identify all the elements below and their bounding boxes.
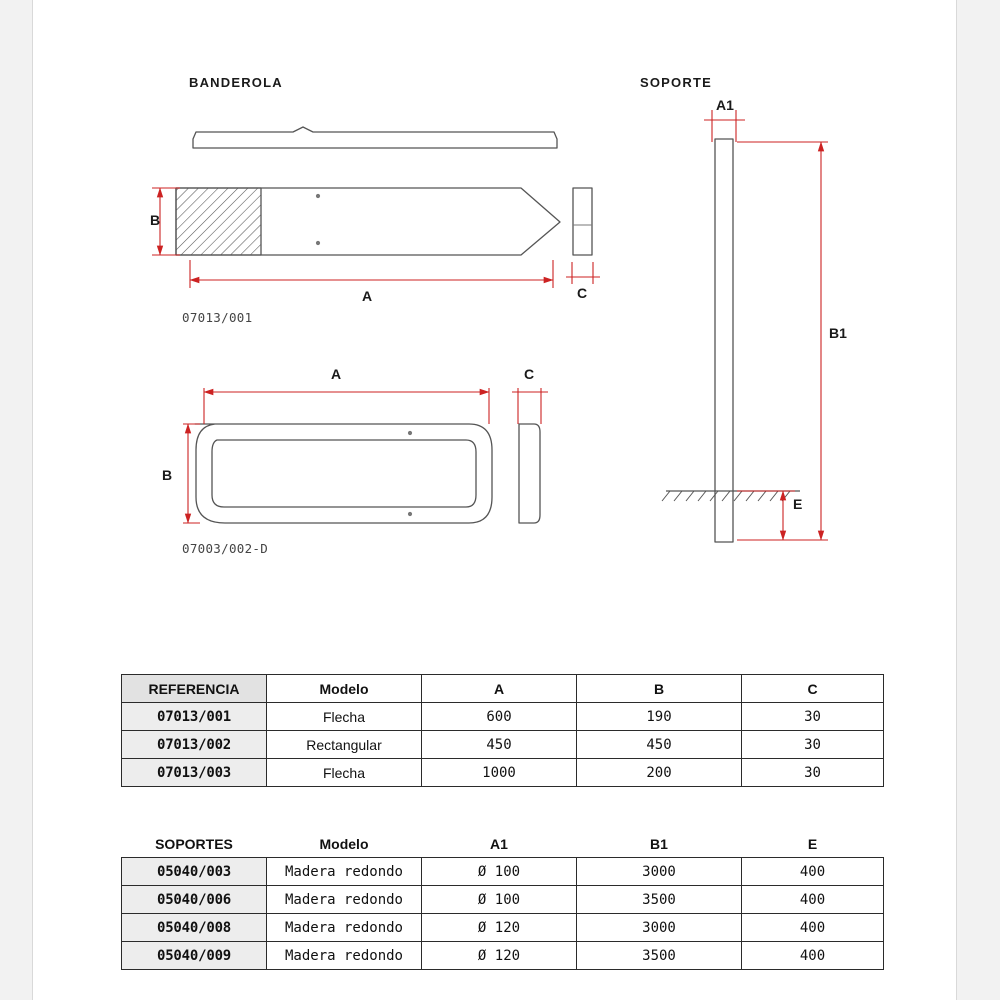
col-header-a: A [422,675,577,703]
flecha-hole-bottom [316,241,320,245]
cell-a1: Ø 100 [422,858,577,886]
dimension-label-c: C [577,285,588,301]
cell-referencia: 07013/003 [122,759,267,787]
table-row [122,942,884,970]
dimension-label-e: E [793,496,803,512]
part-reference-flecha: 07013/001 [182,310,253,325]
cell-b1: 3000 [577,914,742,942]
cell-b: 200 [577,759,742,787]
soporte-post [715,139,733,542]
cell-b: 450 [577,731,742,759]
cell-referencia: 05040/003 [122,858,267,886]
cell-b1: 3500 [577,886,742,914]
cell-referencia: 07013/002 [122,731,267,759]
dimension-label-a2: A [331,366,342,382]
cell-modelo: Rectangular [267,731,422,759]
dimension-label-b1: B1 [829,325,847,341]
cell-a1: Ø 100 [422,886,577,914]
cell-c: 30 [742,759,884,787]
col-header-modelo: Modelo [319,835,369,852]
drawing-title-soporte: SOPORTE [640,75,712,90]
rectangular-face-outer [195,424,492,523]
cell-e: 400 [742,858,884,886]
col-header-modelo: Modelo [267,675,422,703]
drawing-title-banderola: BANDEROLA [189,75,283,90]
cell-modelo: Madera redondo [267,858,422,886]
table-row [122,703,884,731]
cell-b: 190 [577,703,742,731]
dimension-label-a1: A1 [716,97,734,113]
rectangular-side-view [519,424,540,523]
cell-e: 400 [742,914,884,942]
table-row [122,886,884,914]
cell-modelo: Flecha [267,703,422,731]
cell-referencia: 05040/006 [122,886,267,914]
cell-a: 450 [422,731,577,759]
cell-b1: 3000 [577,858,742,886]
cell-e: 400 [742,942,884,970]
cell-b1: 3500 [577,942,742,970]
cell-referencia: 07013/001 [122,703,267,731]
table-header-row [122,830,884,858]
flecha-side-view [573,188,592,255]
cell-a1: Ø 120 [422,914,577,942]
table-header-row [122,675,884,703]
soportes-table [121,830,884,970]
col-header-e: E [807,835,818,852]
cell-modelo: Madera redondo [267,886,422,914]
dimension-label-b: B [150,212,161,228]
cell-a1: Ø 120 [422,942,577,970]
flecha-top-view [193,127,557,148]
dimension-label-b2: B [162,467,173,483]
col-header-b: B [577,675,742,703]
cell-referencia: 05040/009 [122,942,267,970]
flecha-hole-top [316,194,320,198]
table-row [122,914,884,942]
col-header-b1: B1 [650,835,668,852]
table-row [122,858,884,886]
dimension-label-a: A [362,288,373,304]
table-row [122,731,884,759]
flecha-hatched-end [176,188,261,255]
col-header-soportes: SOPORTES [155,835,233,852]
cell-a: 1000 [422,759,577,787]
banderolas-table [121,674,884,787]
part-reference-rectangular: 07003/002-D [182,541,269,556]
cell-referencia: 05040/008 [122,914,267,942]
cell-modelo: Madera redondo [267,914,422,942]
cell-modelo: Flecha [267,759,422,787]
rectangular-hole-bottom [408,512,412,516]
cell-e: 400 [742,886,884,914]
col-header-a1: A1 [490,835,508,852]
cell-modelo: Madera redondo [267,942,422,970]
col-header-referencia: REFERENCIA [122,675,267,703]
rectangular-hole-top [408,431,412,435]
rectangular-face-inner [212,440,476,507]
cell-c: 30 [742,703,884,731]
cell-a: 600 [422,703,577,731]
col-header-c: C [742,675,884,703]
dimension-label-c2: C [524,366,535,382]
cell-c: 30 [742,731,884,759]
table-row [122,759,884,787]
